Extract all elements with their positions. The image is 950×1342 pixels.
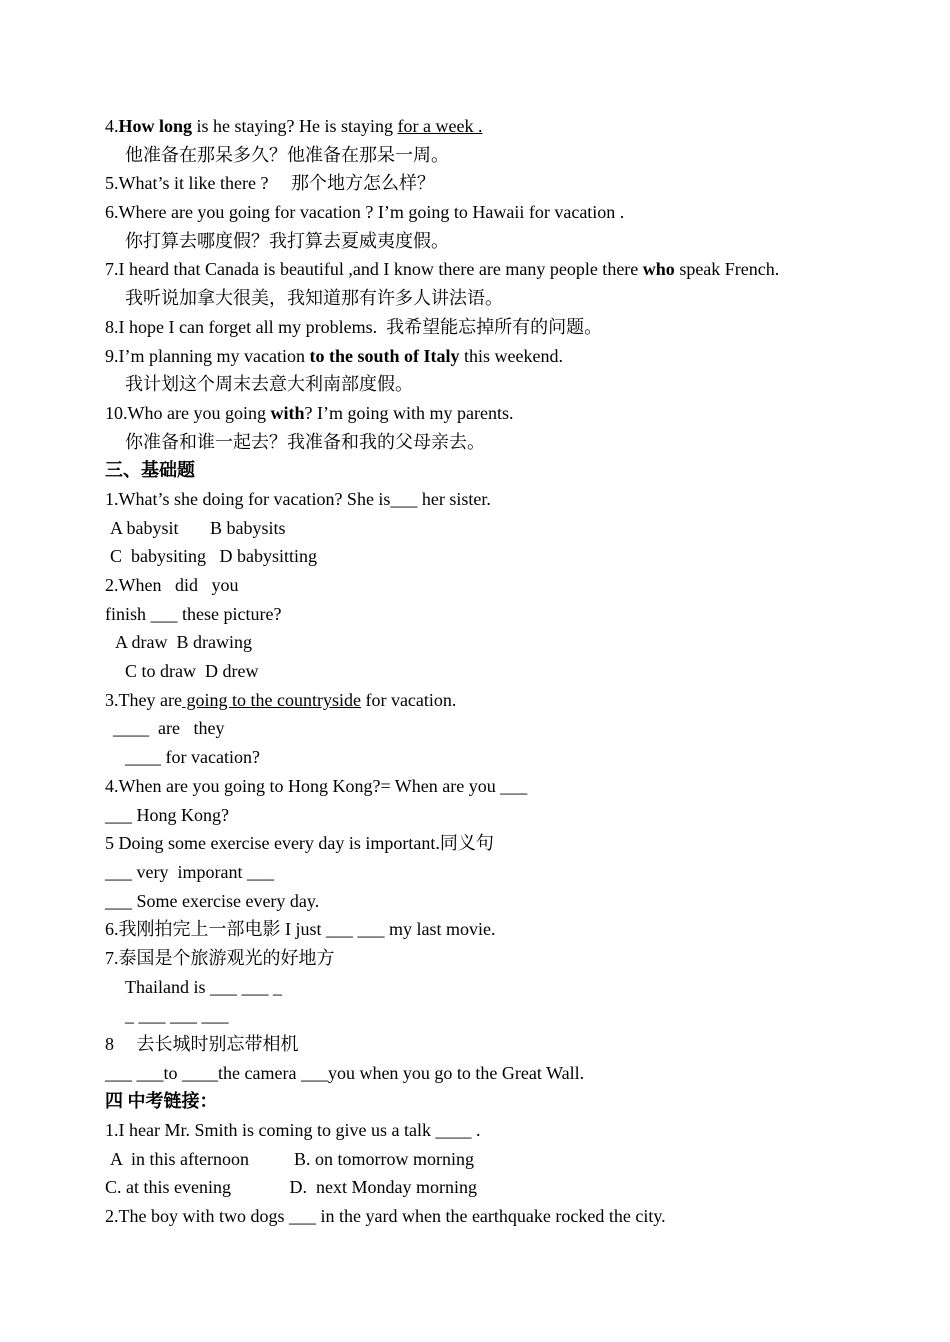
q7-translation: 我听说加拿大很美，我知道那有许多人讲法语。: [125, 288, 503, 309]
q4-sentence: [105, 112, 895, 141]
ex3-stem: [105, 686, 895, 715]
ex3-text-2: for vacation.: [360, 689, 457, 710]
q8-sentence: 8.I hope I can forget all my problems. 我希望能忘掉所有的问题。: [105, 316, 603, 337]
q7-text-1: 7.I heard that Canada is beautiful ,and I know there are many people there: [105, 259, 643, 280]
ex2-options-ab: A draw B drawing: [115, 632, 252, 653]
ex1-stem: 1.What’s she doing for vacation? She is___ her sister.: [105, 488, 491, 509]
q4-underlined-answer: for a week .: [397, 116, 483, 136]
q9-text-1: 9.I’m planning my vacation: [105, 345, 310, 366]
ex3-blank-line1: ____ are they: [113, 718, 225, 739]
ex8-line1: 8 去长城时别忘带相机: [105, 1034, 299, 1054]
q10-text-1: 10.Who are you going: [105, 402, 271, 423]
ex5-line2: ___ very imporant ___: [105, 861, 274, 882]
section-4-heading: [105, 1087, 895, 1116]
q7-bold-word: who: [642, 259, 675, 280]
q9-text-2: this weekend.: [459, 345, 563, 366]
ex5-line1: 5 Doing some exercise every day is important.同义句: [105, 833, 494, 854]
section-3-title: 三、基础题: [105, 460, 195, 481]
ex5-line3: ___ Some exercise every day.: [105, 890, 320, 911]
q7-text-2: speak French.: [674, 259, 780, 280]
ex8-line2: ___ ___to ____the camera ___you when you go to the Great Wall.: [105, 1062, 585, 1083]
ex2-stem-line1: 2.When did you: [105, 575, 239, 595]
ex2-stem-line2: finish ___ these picture?: [105, 603, 282, 624]
ex1-options-cd: C babysiting D babysitting: [110, 546, 317, 567]
ex3-text-1: 3.They are: [105, 689, 182, 710]
q10-bold-word: with: [270, 402, 305, 423]
q4-number: 4.: [105, 116, 119, 136]
exam1-options-cd: C. at this evening D. next Monday morning: [105, 1177, 477, 1198]
q9-sentence: [105, 342, 895, 371]
section-3-heading: [105, 456, 895, 485]
ex3-blank-line2: ____ for vacation?: [125, 747, 260, 768]
q4-bold-phrase: How long: [118, 116, 193, 136]
ex7-line2: Thailand is ___ ___ _: [125, 976, 282, 997]
q6-translation: 你打算去哪度假？我打算去夏威夷度假。: [125, 230, 449, 251]
ex1-options-ab: A babysit B babysits: [110, 517, 286, 538]
q4-translation: 他准备在那呆多久？他准备在那呆一周。: [125, 144, 449, 165]
q9-bold-phrase: to the south of Italy: [309, 345, 460, 366]
exam1-stem: 1.I hear Mr. Smith is coming to give us a talk ____ .: [105, 1120, 481, 1141]
ex4-line1: 4.When are you going to Hong Kong?= When are you ___: [105, 775, 528, 796]
ex4-line2: ___ Hong Kong?: [105, 804, 229, 825]
ex7-line1: 7.泰国是个旅游观光的好地方: [105, 947, 335, 968]
q5-sentence: 5.What’s it like there ? 那个地方怎么样？: [105, 173, 435, 194]
q4-text: is he staying? He is staying: [192, 116, 398, 136]
exam1-options-ab: A in this afternoon B. on tomorrow morning: [110, 1148, 474, 1169]
exam2-stem: 2.The boy with two dogs ___ in the yard when the earthquake rocked the city.: [105, 1206, 666, 1227]
q10-sentence: [105, 399, 895, 428]
ex3-underlined-phrase: going to the countryside: [181, 689, 361, 710]
ex2-options-cd: C to draw D drew: [125, 661, 259, 682]
q7-sentence: [105, 255, 895, 284]
section-4-title: 四 中考链接：: [105, 1091, 218, 1112]
q10-translation: 你准备和谁一起去？我准备和我的父母亲去。: [125, 431, 485, 452]
q9-translation: 我计划这个周末去意大利南部度假。: [125, 374, 413, 395]
q6-sentence: 6.Where are you going for vacation ? I’m going to Hawaii for vacation .: [105, 202, 625, 223]
ex7-line3: _ ___ ___ ___: [125, 1005, 229, 1026]
document-body: [105, 112, 895, 1231]
ex6-line1: 6.我刚拍完上一部电影 I just ___ ___ my last movie.: [105, 919, 496, 940]
q10-text-2: ? I’m going with my parents.: [304, 402, 514, 423]
